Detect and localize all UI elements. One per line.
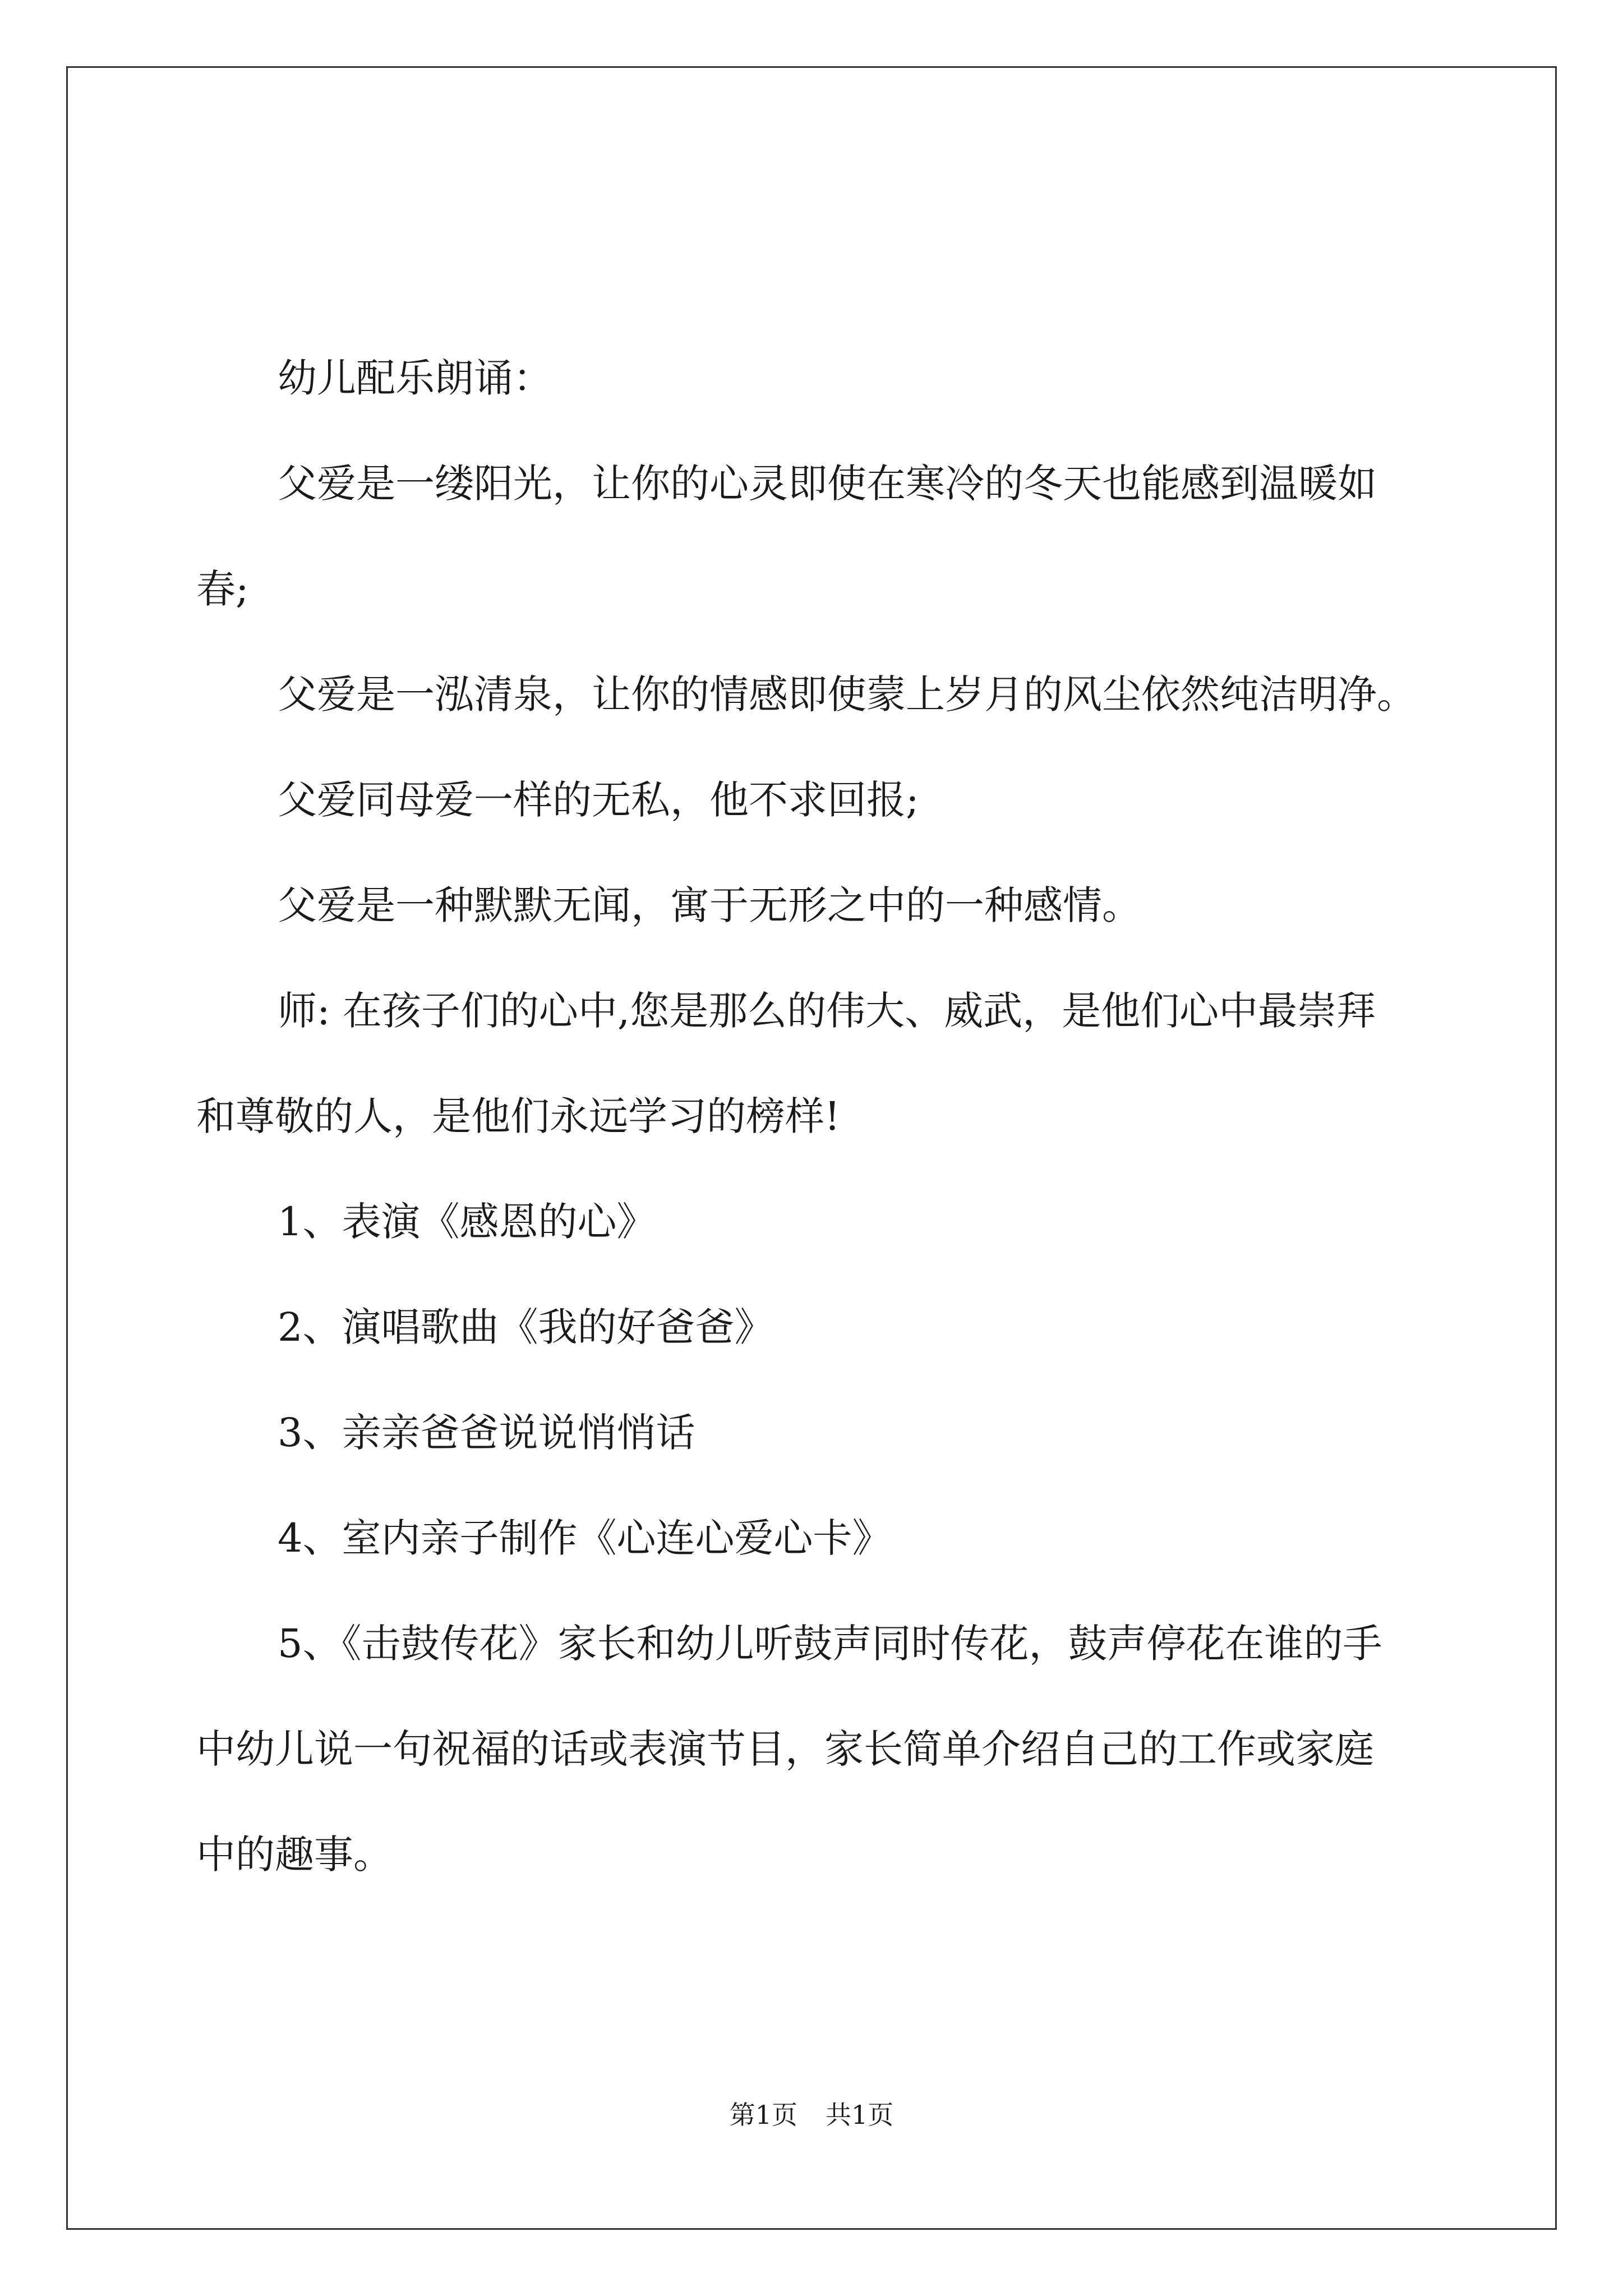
text-line: 3、亲亲爸爸说说悄悄话 [278,1410,695,1456]
paragraph-father-love-sunshine [196,431,1458,536]
text-line: 春; [196,566,249,612]
paragraph-father-love-silent [196,853,1458,958]
page-number-total: 共1页 [826,2100,894,2130]
page-footer [0,2098,1623,2132]
text-line: 师: 在孩子们的心中,您是那么的伟大、威武，是他们心中最崇拜 [278,988,1376,1034]
paragraph-father-love-spring [196,642,1458,747]
list-item-5-cont-1 [196,1696,1458,1802]
text-line: 父爱是一缕阳光，让你的心灵即使在寒冷的冬天也能感到温暖如 [278,461,1377,507]
page-number-current: 第1页 [729,2100,797,2130]
text-line: 父爱是一种默默无闻，寓于无形之中的一种感情。 [278,882,1141,928]
text-line: 父爱是一泓清泉，让你的情感即使蒙上岁月的风尘依然纯洁明净。 [278,671,1416,717]
paragraph-recitation-heading [196,325,1458,431]
paragraph-teacher-speech [196,958,1458,1064]
paragraph-father-love-sunshine-cont [196,536,1458,642]
text-line: 中的趣事。 [196,1832,393,1878]
text-line: 父爱同母爱一样的无私，他不求回报; [278,777,919,823]
list-item-4 [196,1485,1458,1591]
text-line: 中幼儿说一句祝福的话或表演节目，家长简单介绍自己的工作或家庭 [196,1726,1374,1772]
text-line: 和尊敬的人，是他们永远学习的榜样! [196,1093,841,1139]
list-item-2 [196,1274,1458,1380]
list-item-1 [196,1169,1458,1274]
list-item-3 [196,1380,1458,1485]
document-body [196,325,1458,1907]
text-line: 幼儿配乐朗诵： [278,355,552,401]
list-item-5 [196,1591,1458,1696]
paragraph-father-love-selfless [196,747,1458,853]
text-line: 4、室内亲子制作《心连心爱心卡》 [278,1515,892,1561]
paragraph-teacher-speech-cont [196,1064,1458,1169]
text-line: 2、演唱歌曲《我的好爸爸》 [278,1304,774,1350]
list-item-5-cont-2 [196,1802,1458,1907]
text-line: 1、表演《感恩的心》 [278,1199,656,1245]
text-line: 5、《击鼓传花》家长和幼儿听鼓声同时传花，鼓声停花在谁的手 [278,1621,1382,1667]
